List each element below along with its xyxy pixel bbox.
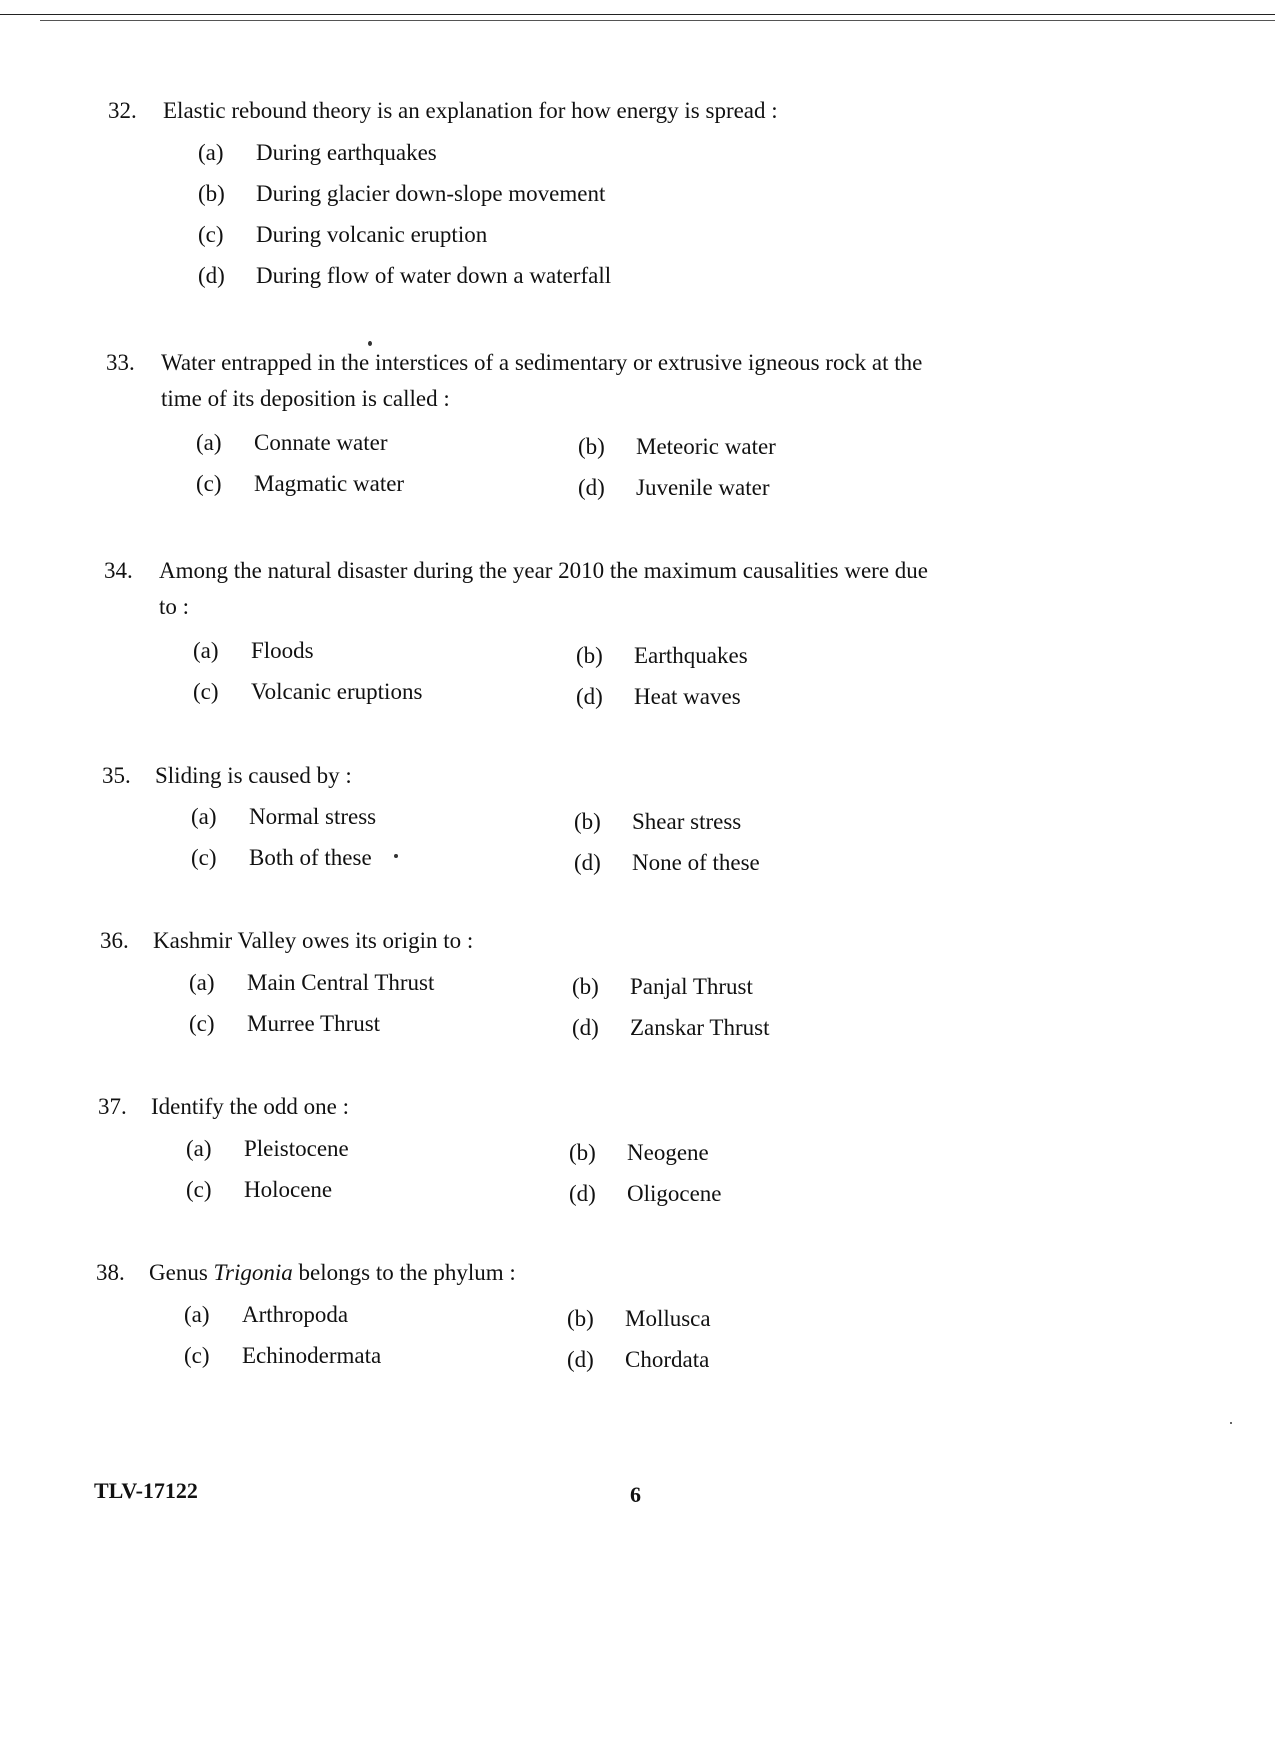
question-text: Elastic rebound theory is an explanation for how energy is spread :	[163, 98, 778, 123]
header-rule-thin	[40, 20, 1275, 21]
scan-speck	[368, 341, 372, 346]
question-number: 38.	[96, 1260, 125, 1285]
question-text: Water entrapped in the interstices of a sedimentary or extrusive igneous rock at the	[161, 350, 923, 375]
option-b: (b) Neogene	[569, 1140, 709, 1165]
option-a: (a) During earthquakes	[198, 140, 437, 165]
option-d: (d) Zanskar Thrust	[572, 1015, 770, 1040]
option-c: (c) Both of these	[191, 845, 372, 870]
option-d: (d) During flow of water down a waterfall	[198, 263, 612, 288]
option-a: (a) Pleistocene	[186, 1136, 349, 1161]
option-c: (c) Magmatic water	[196, 471, 405, 496]
page-number: 6	[630, 1482, 641, 1507]
option-d: (d) None of these	[574, 850, 760, 875]
question-number: 36.	[100, 928, 129, 953]
question-text: Sliding is caused by :	[155, 763, 352, 788]
question-text: Genus Trigonia belongs to the phylum :	[149, 1260, 516, 1285]
question-text: Among the natural disaster during the year 2010 the maximum causalities were due	[159, 558, 928, 583]
option-a: (a) Connate water	[196, 430, 388, 455]
option-b: (b) Panjal Thrust	[572, 974, 753, 999]
option-b: (b) Earthquakes	[576, 643, 748, 668]
option-c: (c) Volcanic eruptions	[193, 679, 423, 704]
question-text-line2: time of its deposition is called :	[161, 386, 450, 411]
option-c: (c) Holocene	[186, 1177, 333, 1202]
option-d: (d) Juvenile water	[578, 475, 770, 500]
option-d: (d) Chordata	[567, 1347, 710, 1372]
option-c: (c) During volcanic eruption	[198, 222, 488, 247]
question-number: 33.	[106, 350, 135, 375]
option-a: (a) Floods	[193, 638, 314, 663]
header-rule	[0, 14, 1275, 15]
option-c: (c) Murree Thrust	[189, 1011, 381, 1036]
question-number: 37.	[98, 1094, 127, 1119]
question-text: Kashmir Valley owes its origin to :	[153, 928, 474, 953]
option-b: (b) Meteoric water	[578, 434, 776, 459]
genus-name: Trigonia	[213, 1260, 293, 1285]
scan-speck	[394, 854, 398, 858]
option-d: (d) Heat waves	[576, 684, 741, 709]
option-c: (c) Echinodermata	[184, 1343, 382, 1368]
option-a: (a) Normal stress	[191, 804, 377, 829]
option-b: (b) During glacier down-slope movement	[198, 181, 606, 206]
paper-code: TLV-17122	[94, 1478, 198, 1503]
option-b: (b) Mollusca	[567, 1306, 711, 1331]
option-a: (a) Main Central Thrust	[189, 970, 435, 995]
question-number: 35.	[102, 763, 131, 788]
option-d: (d) Oligocene	[569, 1181, 722, 1206]
question-text-line2: to :	[159, 594, 190, 619]
question-text: Identify the odd one :	[151, 1094, 350, 1119]
scan-speck	[1230, 1422, 1232, 1424]
question-number: 34.	[104, 558, 133, 583]
option-a: (a) Arthropoda	[184, 1302, 349, 1327]
option-b: (b) Shear stress	[574, 809, 742, 834]
question-number: 32.	[108, 98, 137, 123]
